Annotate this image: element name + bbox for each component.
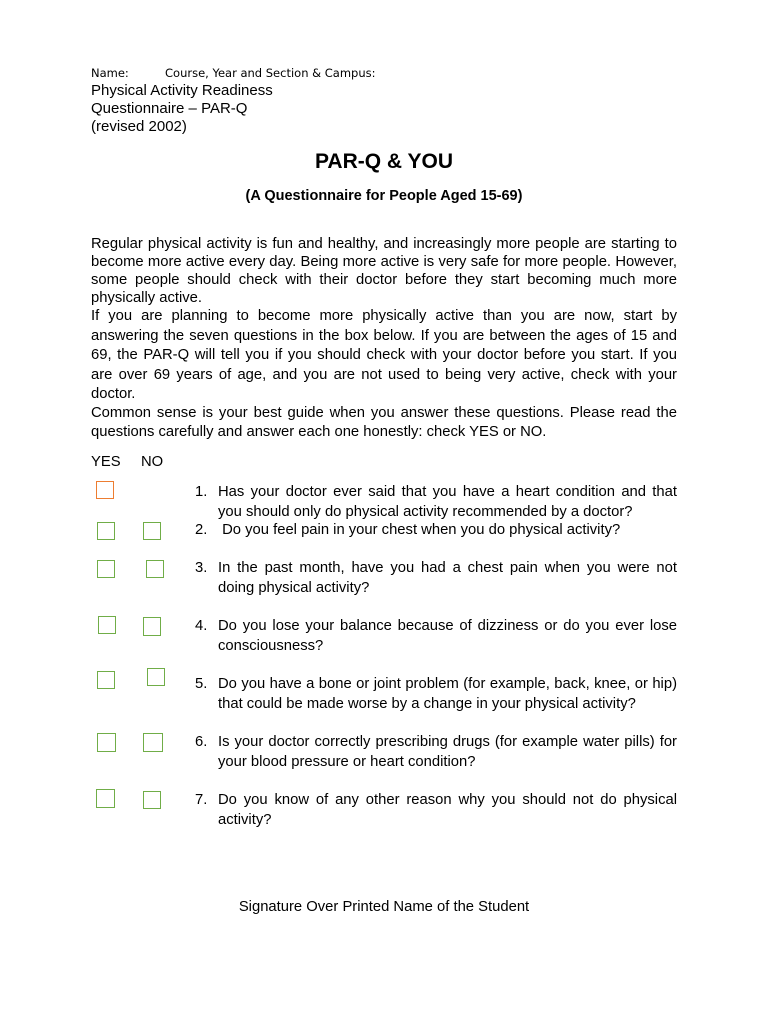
intro-paragraph-2: If you are planning to become more physically active than you are now, start by answering the seven questions in the box below. If you are between the ages of 15 and 69, the PAR-Q will tell you if you should check with your doctor before you start. If you are over 69 years of age, and you are not used to being very active, check with your doctor.	[91, 308, 677, 402]
q1-yes-checkbox[interactable]	[96, 481, 114, 499]
question-text: Do you have a bone or joint problem (for example, back, knee, or hip) that could be made worse by a change in your physical activity?	[218, 676, 677, 712]
question-text: In the past month, have you had a chest pain when you were not doing physical activity?	[218, 560, 677, 596]
q2-yes-checkbox[interactable]	[97, 522, 115, 540]
question-4	[195, 617, 677, 656]
no-column-header: NO	[141, 454, 164, 470]
q2-no-checkbox[interactable]	[143, 522, 161, 540]
q5-yes-checkbox[interactable]	[97, 671, 115, 689]
question-text: Do you feel pain in your chest when you do physical activity?	[218, 522, 621, 538]
doc-title-line2: Questionnaire – PAR-Q	[91, 100, 248, 117]
q5-no-checkbox[interactable]	[147, 668, 165, 686]
q3-no-checkbox[interactable]	[146, 560, 164, 578]
question-3	[195, 559, 677, 598]
signature-label: Signature Over Printed Name of the Student	[238, 899, 530, 915]
question-1	[195, 483, 677, 522]
question-number: 2.	[195, 522, 208, 538]
question-2	[195, 521, 677, 541]
question-number: 3.	[195, 560, 208, 576]
question-5	[195, 675, 677, 714]
q7-yes-checkbox[interactable]	[96, 789, 115, 808]
q4-yes-checkbox[interactable]	[98, 616, 116, 634]
question-text: Is your doctor correctly prescribing drugs (for example water pills) for your blood pressure or heart condition?	[218, 734, 677, 770]
question-text: Do you lose your balance because of dizziness or do you ever lose consciousness?	[218, 618, 677, 654]
doc-title-line1: Physical Activity Readiness	[91, 82, 273, 99]
question-7	[195, 791, 677, 830]
doc-title-line3: (revised 2002)	[91, 118, 187, 135]
question-number: 1.	[195, 484, 208, 500]
question-number: 7.	[195, 792, 208, 808]
question-number: 4.	[195, 618, 208, 634]
page-subtitle: (A Questionnaire for People Aged 15-69)	[245, 188, 523, 204]
course-label: Course, Year and Section & Campus:	[165, 66, 376, 80]
q6-yes-checkbox[interactable]	[97, 733, 116, 752]
page-title: PAR-Q & YOU	[314, 150, 454, 173]
question-number: 6.	[195, 734, 208, 750]
question-number: 5.	[195, 676, 208, 692]
q7-no-checkbox[interactable]	[143, 791, 161, 809]
question-text: Has your doctor ever said that you have a heart condition and that you should only do physical activity recommended by a doctor?	[218, 484, 677, 520]
question-text: Do you know of any other reason why you should not do physical activity?	[218, 792, 677, 828]
q3-yes-checkbox[interactable]	[97, 560, 115, 578]
q4-no-checkbox[interactable]	[143, 617, 161, 636]
q6-no-checkbox[interactable]	[143, 733, 163, 752]
intro-paragraph-3: Common sense is your best guide when you answer these questions. Please read the questions carefully and answer each one honestly: check YES or NO.	[91, 405, 677, 440]
question-6	[195, 733, 677, 772]
yes-column-header: YES	[91, 454, 121, 470]
name-label: Name:	[91, 66, 129, 80]
intro-paragraph-1: Regular physical activity is fun and healthy, and increasingly more people are starting to become more active every day. Being more active is very safe for more people. However, some people should check with their doctor before they start becoming much more physically active.	[91, 236, 677, 306]
